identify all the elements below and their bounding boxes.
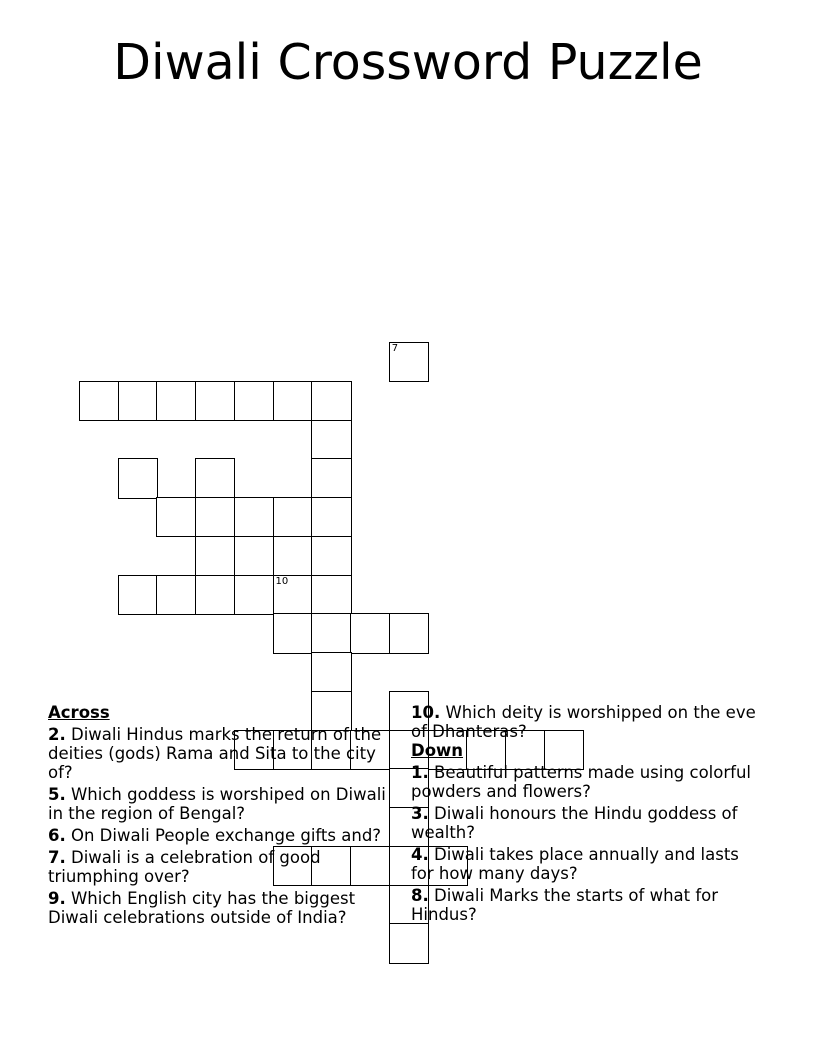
grid-cell[interactable] [311, 497, 351, 537]
clue-text: On Diwali People exchange gifts and? [65, 826, 382, 845]
grid-cell[interactable] [311, 652, 351, 692]
clue-text: Which goddess is worshiped on Diwali in the region of Bengal? [48, 785, 386, 823]
clue-text: Diwali takes place annually and lasts for how many days? [411, 845, 739, 883]
clue-number: 7 [391, 343, 399, 354]
across-clue [411, 703, 761, 741]
grid-cell[interactable] [273, 613, 313, 653]
across-clue [48, 848, 403, 886]
clue-number: 10 [275, 575, 289, 587]
clue-text: Beautiful patterns made using colorful powders and flowers? [411, 763, 751, 801]
clue-text: Diwali Marks the starts of what for Hindus? [411, 886, 719, 924]
grid-cell[interactable] [118, 575, 158, 615]
clue-text: Diwali honours the Hindu goddess of wealth? [411, 804, 738, 842]
grid-cell[interactable] [156, 575, 196, 615]
grid-cell[interactable] [118, 381, 158, 421]
grid-cell[interactable] [311, 536, 351, 576]
grid-cell[interactable] [195, 497, 235, 537]
across-clue [48, 785, 403, 823]
grid-cell[interactable] [118, 458, 158, 498]
clue-number-label: 7. [48, 848, 66, 867]
grid-cell[interactable] [195, 575, 235, 615]
clue-number-label: 5. [48, 785, 66, 804]
across-clue [48, 725, 403, 782]
clue-number-label: 3. [411, 804, 429, 823]
clues-left-column [48, 703, 403, 927]
grid-cell[interactable] [311, 458, 351, 498]
down-clue [411, 804, 761, 842]
clue-number-label: 8. [411, 886, 429, 905]
across-clue-list-continued [411, 703, 761, 741]
grid-cell[interactable] [273, 381, 313, 421]
down-heading: Down [411, 741, 464, 760]
clue-number-label: 1. [411, 763, 429, 782]
grid-cell[interactable] [311, 575, 351, 615]
across-clue [48, 889, 403, 927]
grid-cell[interactable] [311, 381, 351, 421]
grid-cell[interactable] [311, 613, 351, 653]
down-clue [411, 845, 761, 883]
grid-cell[interactable] [389, 613, 429, 653]
clue-number-label: 2. [48, 725, 66, 744]
down-clue [411, 886, 761, 924]
grid-cell[interactable] [389, 342, 429, 382]
grid-cell[interactable] [195, 381, 235, 421]
grid-cell[interactable] [79, 381, 119, 421]
clue-text: Diwali is a celebration of good triumphing over? [48, 848, 321, 886]
grid-cell[interactable] [234, 381, 274, 421]
grid-cell[interactable] [195, 536, 235, 576]
grid-cell[interactable] [311, 420, 351, 460]
grid-cell[interactable] [234, 497, 274, 537]
clues-right-column [411, 703, 761, 924]
down-clue [411, 763, 761, 801]
grid-cell[interactable] [273, 575, 313, 615]
across-heading: Across [48, 703, 110, 722]
clue-number-label: 10. [411, 703, 441, 722]
grid-cell[interactable] [273, 536, 313, 576]
across-clue-list [48, 725, 403, 927]
grid-cell[interactable] [389, 923, 429, 963]
clue-number-label: 6. [48, 826, 66, 845]
down-clue-list [411, 763, 761, 924]
clue-text: Which English city has the biggest Diwali celebrations outside of India? [48, 889, 356, 927]
clue-number-label: 4. [411, 845, 429, 864]
grid-cell[interactable] [156, 497, 196, 537]
grid-cell[interactable] [350, 613, 390, 653]
grid-cell[interactable] [273, 497, 313, 537]
grid-cell[interactable] [156, 381, 196, 421]
puzzle-title: Diwali Crossword Puzzle [113, 34, 703, 91]
clue-text: Diwali Hindus marks the return of the deities (gods) Rama and Sita to the city of? [48, 725, 382, 782]
clue-number-label: 9. [48, 889, 66, 908]
across-clue [48, 826, 403, 845]
grid-cell[interactable] [234, 575, 274, 615]
grid-cell[interactable] [195, 458, 235, 498]
clue-text: Which deity is worshipped on the eve of Dhanteras? [411, 703, 756, 741]
